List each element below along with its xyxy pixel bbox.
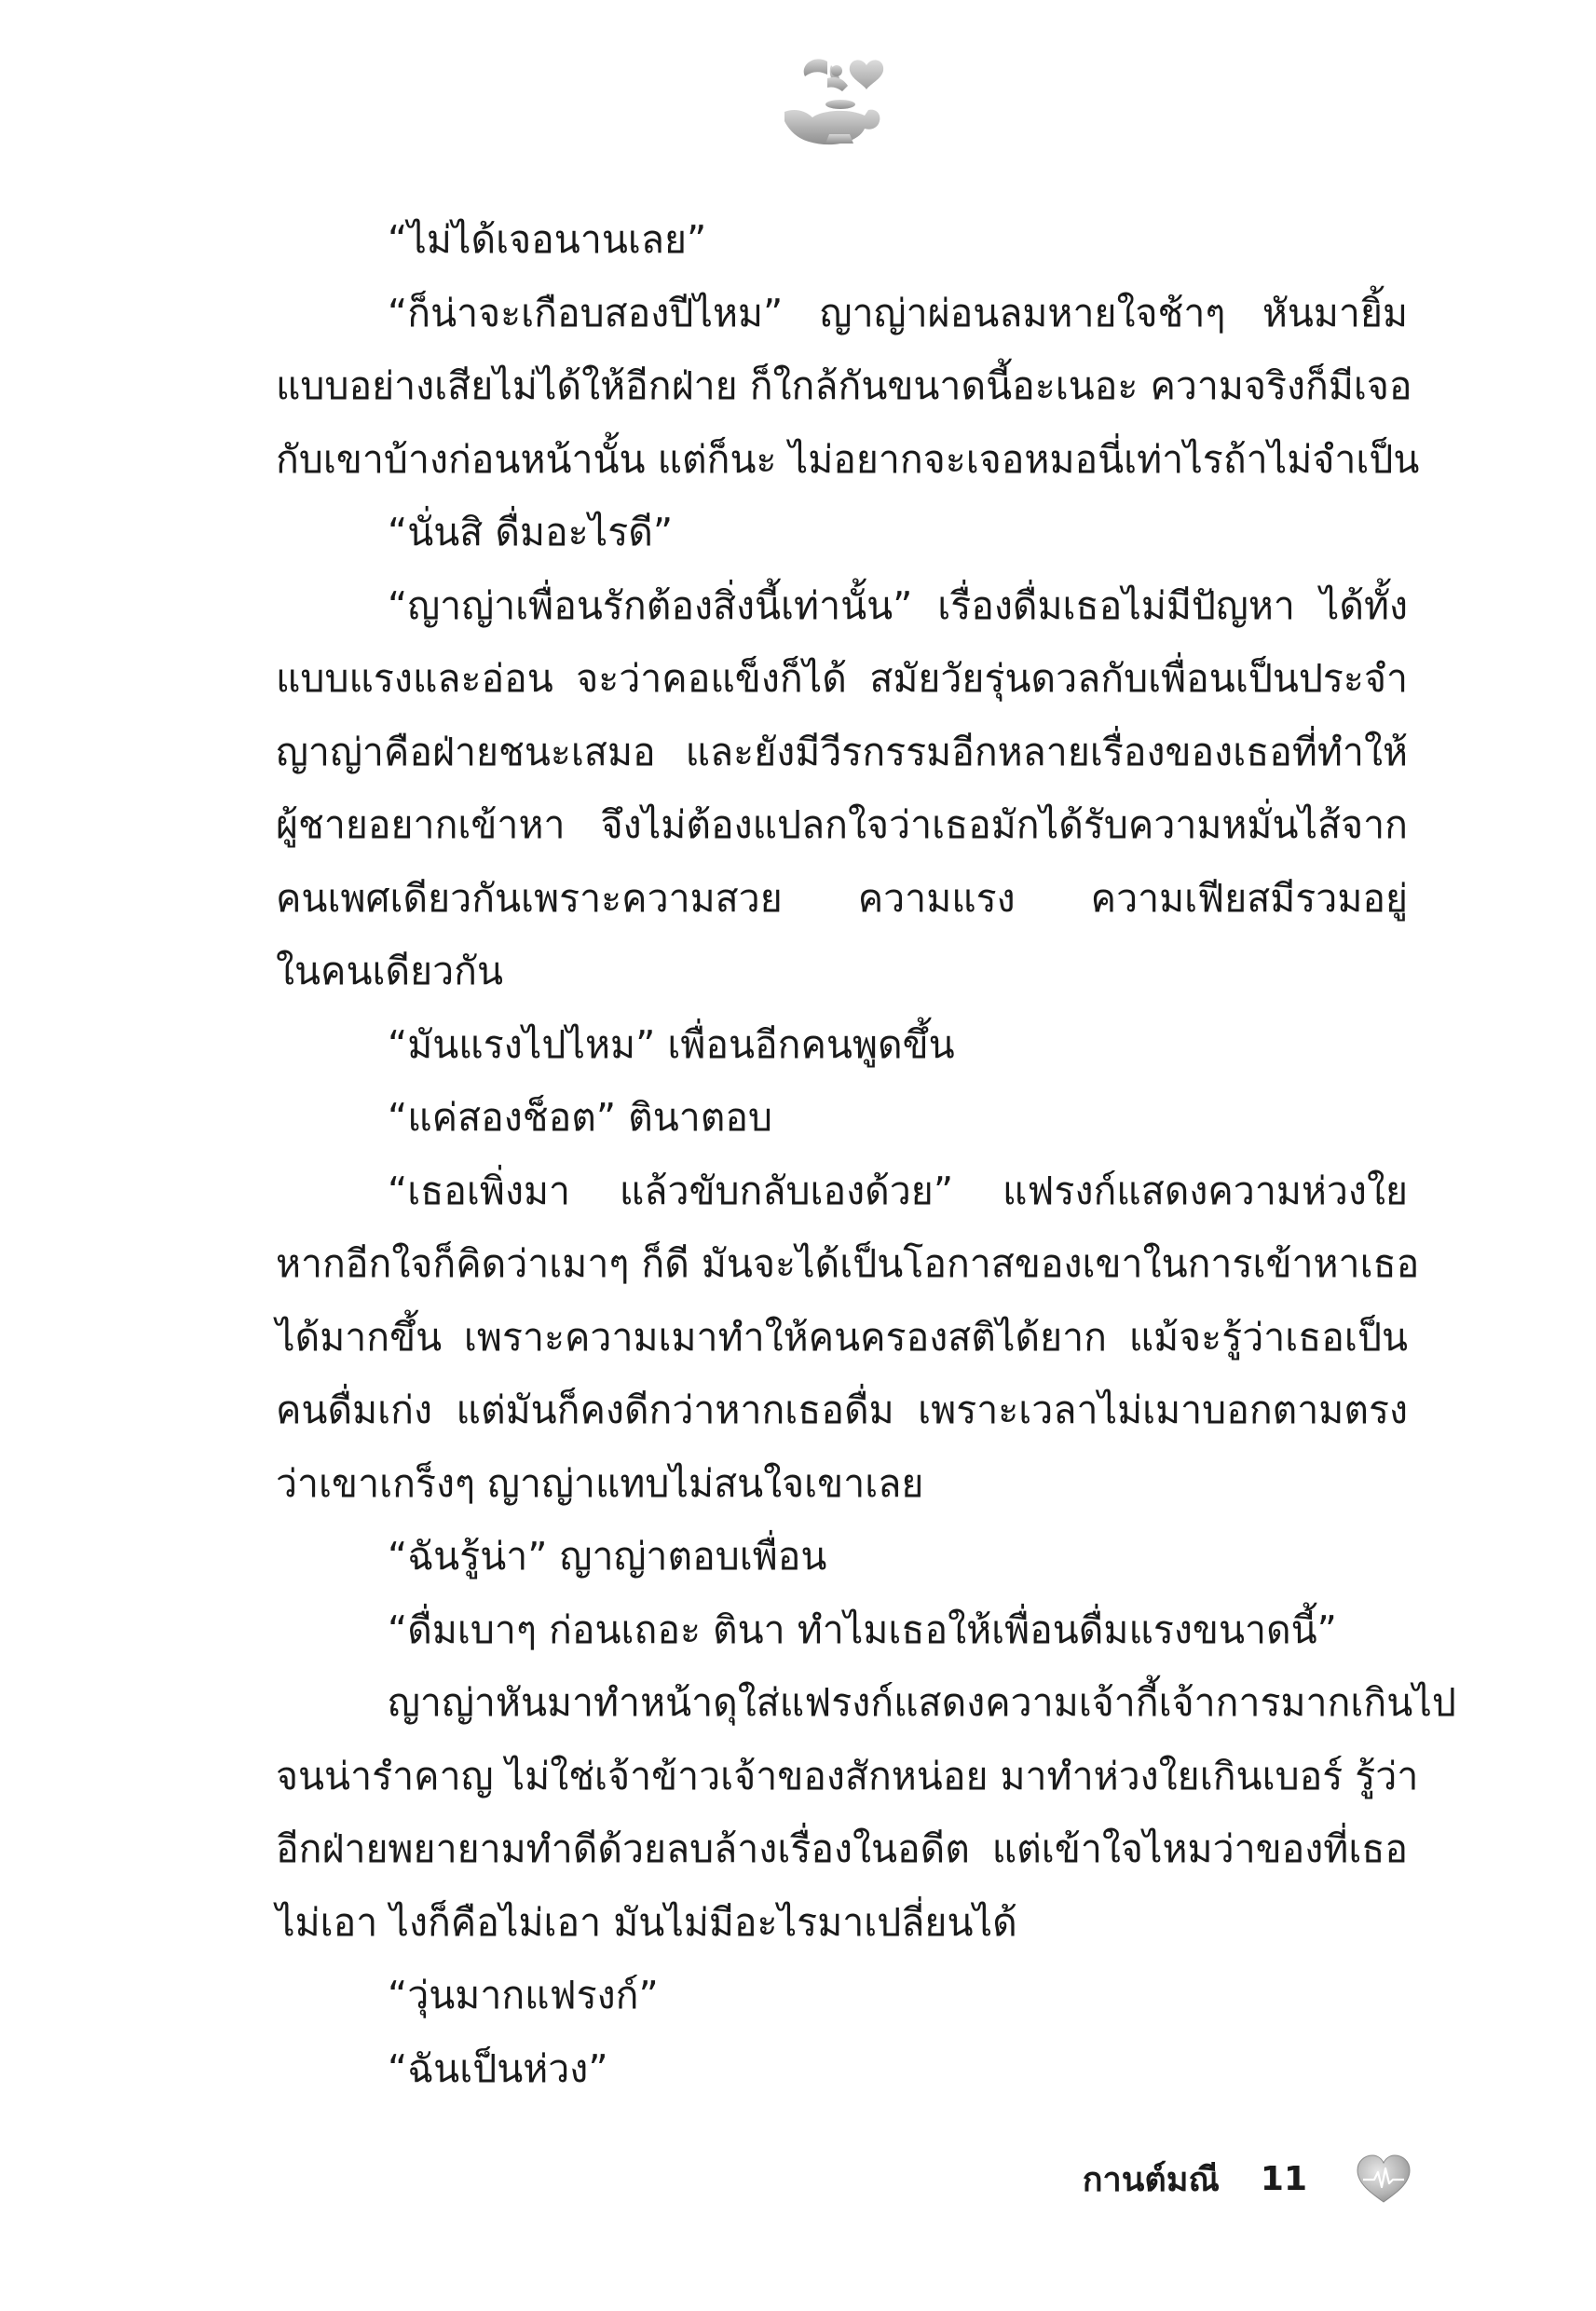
text-line: “ฉันรู้น่า” ญาญ่าตอบเพื่อน [388, 1534, 827, 1579]
text-line: ในคนเดียวกัน [276, 949, 504, 993]
text-line: “วุ่นมากแฟรงก์” [388, 1973, 659, 2017]
text-line: ว่าเขาเกร็งๆ ญาญ่าแทบไม่สนใจเขาเลย [276, 1460, 924, 1506]
heart-heartbeat-icon [1354, 2154, 1413, 2206]
text-line: “เธอเพิ่งมา แล้วขับกลับเองด้วย” แฟรงก์แสดงความห่วงใย [388, 1168, 1408, 1213]
text-line: ไม่เอา ไงก็คือไม่เอา มันไม่มีอะไรมาเปลี่ยนได้ [276, 1899, 1017, 1945]
text-line: “นั่นสิ ดื่มอะไรดี” [388, 510, 674, 554]
text-line: อีกฝ่ายพยายามทำดีด้วยลบล้างเรื่องในอดีต แต่เข้าใจไหมว่าของที่เธอ [276, 1826, 1408, 1871]
text-line: คนดื่มเก่ง แต่มันก็คงดีกว่าหากเธอดื่ม เพราะเวลาไม่เมาบอกตามตรง [276, 1388, 1408, 1432]
text-line: “ไม่ได้เจอนานเลย” [388, 217, 707, 262]
text-line: กับเขาบ้างก่อนหน้านั้น แต่ก็นะ ไม่อยากจะเจอหมอนี่เท่าไรถ้าไม่จำเป็น [276, 436, 1420, 482]
text-line: “ก็น่าจะเกือบสองปีไหม” ญาญ่าผ่อนลมหายใจช้าๆ หันมายิ้ม [388, 290, 1408, 335]
text-line: คนเพศเดียวกันเพราะความสวย ความแรง ความเฟียสมีรวมอยู่ [276, 875, 1408, 921]
page-body [276, 203, 1456, 2105]
text-line: “แค่สองช็อต” ตินาตอบ [388, 1095, 773, 1140]
text-line: จนน่ารำคาญ ไม่ใช่เจ้าข้าวเจ้าของสักหน่อย มาทำห่วงใยเกินเบอร์ รู้ว่า [276, 1753, 1419, 1798]
text-line: ผู้ชายอยากเข้าหา จึงไม่ต้องแปลกใจว่าเธอมักได้รับความหมั่นไส้จาก [276, 802, 1408, 847]
text-line: “ฉันเป็นห่วง” [388, 2045, 608, 2091]
text-line: “มันแรงไปไหม” เพื่อนอีกคนพูดขึ้น [388, 1021, 955, 1067]
text-line: ได้มากขึ้น เพราะความเมาทำให้คนครองสติได้ยาก แม้จะรู้ว่าเธอเป็น [276, 1314, 1408, 1360]
book-title: กานต์มณี [1082, 2161, 1220, 2199]
text-line: ญาญ่าคือฝ่ายชนะเสมอ และยังมีวีรกรรมอีกหลายเรื่องของเธอที่ทำให้ [276, 729, 1408, 774]
text-line: ญาญ่าหันมาทำหน้าดุใส่แฟรงก์แสดงความเจ้ากี้เจ้าการมากเกินไป [388, 1680, 1456, 1725]
text-line: “ดื่มเบาๆ ก่อนเถอะ ตินา ทำไมเธอให้เพื่อนดื่มแรงขนาดนี้” [388, 1607, 1337, 1652]
page-number: 11 [1260, 2160, 1307, 2198]
text-line: “ญาญ่าเพื่อนรักต้องสิ่งนี้เท่านั้น” เรื่องดื่มเธอไม่มีปัญหา ได้ทั้ง [388, 582, 1408, 628]
text-line: แบบอย่างเสียไม่ได้ให้อีกฝ่าย ก็ใกล้กันขนาดนี้อะเนอะ ความจริงก็มีเจอ [276, 363, 1412, 408]
page-footer [1083, 2153, 1413, 2206]
text-line: หากอีกใจก็คิดว่าเมาๆ ก็ดี มันจะได้เป็นโอกาสของเขาในการเข้าหาเธอ [276, 1241, 1420, 1286]
text-line: แบบแรงและอ่อน จะว่าคอแข็งก็ได้ สมัยวัยรุ่นดวลกับเพื่อนเป็นประจำ [276, 656, 1408, 701]
cupid-teapot-ornament-icon [762, 45, 911, 157]
